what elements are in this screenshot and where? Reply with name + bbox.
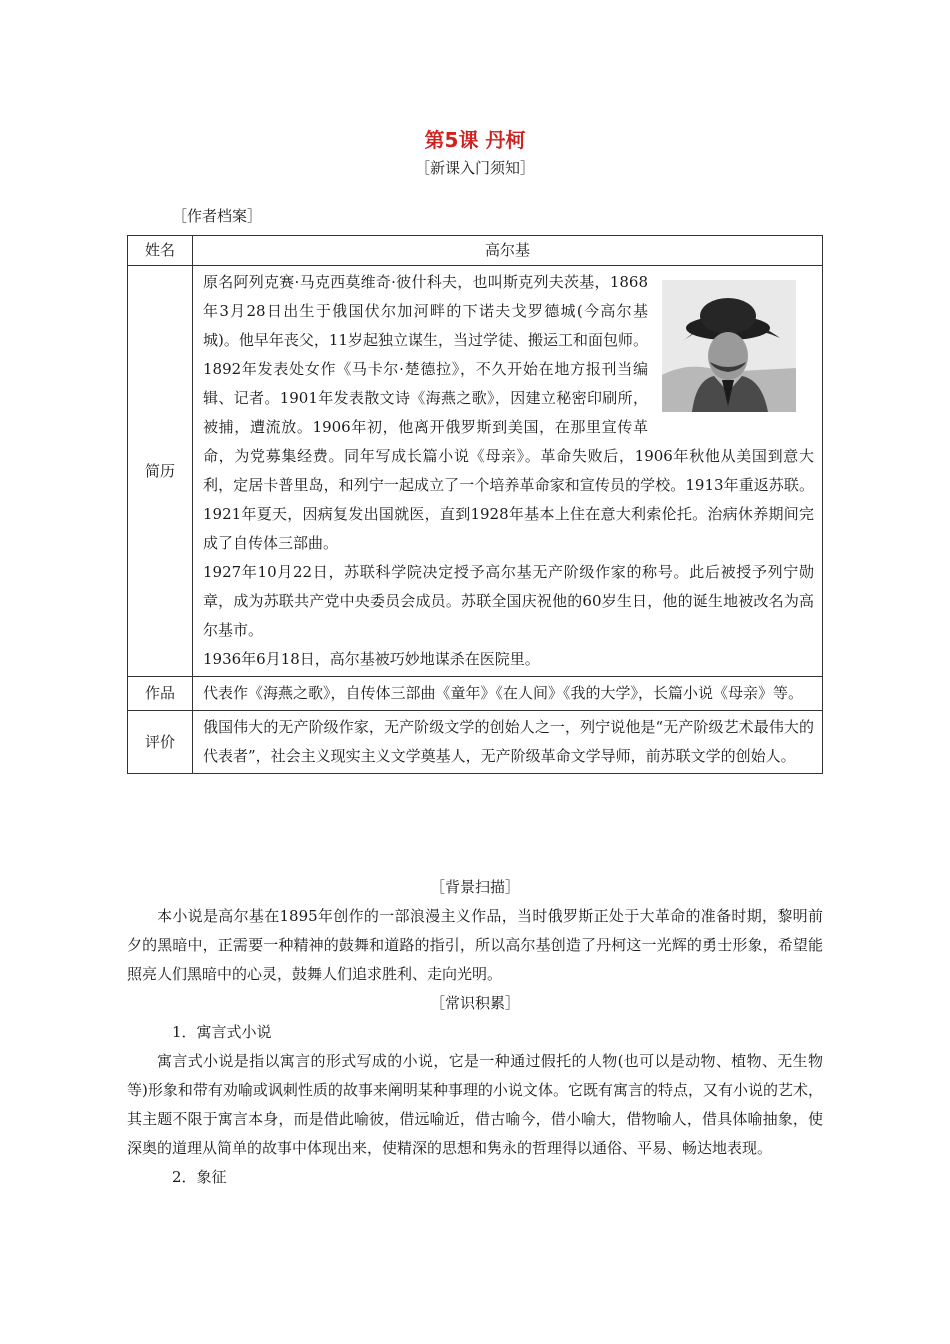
knowledge-item-text: 寓言式小说是指以寓言的形式写成的小说，它是一种通过假托的人物(也可以是动物、植物、无生物等)形象和带有劝喻或讽刺性质的故事来阐明某种事理的小说文体。它既有寓言的特点，又有小说的艺术，其主题不限于寓言本身，而是借此喻彼，借远喻近，借古喻今，借小喻大，借物喻人，借具体喻抽象，使深奥的道理从简单的故事中体现出来，使精深的思想和隽永的哲理得以通俗、平易、畅达地表现。: [127, 1052, 823, 1157]
bio-paragraph: 原名阿列克赛·马克西莫维奇·彼什科夫，也叫斯克列夫茨基，1868年3月28日出生于俄国伏尔加河畔的下诺夫戈罗德城(今高尔基城)。他早年丧父，11岁起独立谋生，当过学徒、搬运工和面包师。1892年发表处女作《马卡尔·楚德拉》，不久开始在地方报刊当编辑、记者。1901年发表散文诗《海燕之歌》，因建立秘密印刷所，被捕，遭流放。1906年初，他离开俄罗斯到美国，在那里宣传革命，为党募集经费。同年写成长篇小说《母亲》。革命失败后，1906年秋他从美国到意大利，定居卡普里岛，和列宁一起成立了一个培养革命家和宣传员的学校。1913年重返苏联。1921年夏天，因病复发出国就医，直到1928年基本上住在意大利索伦托。治病休养期间完成了自传体三部曲。: [203, 273, 814, 552]
works-value: 代表作《海燕之歌》，自传体三部曲《童年》《在人间》《我的大学》，长篇小说《母亲》等。: [193, 677, 823, 711]
author-portrait-image: [662, 280, 796, 412]
works-key: 作品: [128, 677, 193, 711]
knowledge-item-heading: 2．象征: [172, 1168, 227, 1186]
bio-key: 简历: [128, 266, 193, 677]
knowledge-section-label: ［常识积累］: [429, 994, 520, 1012]
background-text: 本小说是高尔基在1895年创作的一部浪漫主义作品，当时俄罗斯正处于大革命的准备时期，黎明前夕的黑暗中，正需要一种精神的鼓舞和道路的指引，所以高尔基创造了丹柯这一光辉的勇士形象，希望能照亮人们黑暗中的心灵，鼓舞人们追求胜利、走向光明。: [127, 907, 823, 983]
author-profile-table: [127, 235, 823, 774]
bio-paragraph: 1927年10月22日，苏联科学院决定授予高尔基无产阶级作家的称号。此后被授予列宁勋章，成为苏联共产党中央委员会成员。苏联全国庆祝他的60岁生日，他的诞生地被改名为高尔基市。: [203, 563, 814, 639]
knowledge-item-heading: 1．寓言式小说: [172, 1023, 272, 1041]
bio-paragraph: 1936年6月18日，高尔基被巧妙地谋杀在医院里。: [203, 650, 540, 668]
evaluation-key: 评价: [128, 711, 193, 774]
name-key: 姓名: [128, 236, 193, 266]
page-title: 第5课 丹柯: [424, 128, 526, 152]
table-row: [128, 236, 823, 266]
bio-value: [193, 266, 823, 677]
author-section-label: ［作者档案］: [172, 207, 263, 225]
name-value: 高尔基: [193, 236, 823, 266]
table-row: [128, 266, 823, 677]
page-subtitle: ［新课入门须知］: [414, 159, 535, 177]
background-section: [127, 873, 823, 1192]
table-row: [128, 711, 823, 774]
background-section-label: ［背景扫描］: [429, 878, 520, 896]
table-row: [128, 677, 823, 711]
evaluation-value: 俄国伟大的无产阶级作家，无产阶级文学的创始人之一，列宁说他是“无产阶级艺术最伟大的代表者”，社会主义现实主义文学奠基人，无产阶级革命文学导师，前苏联文学的创始人。: [193, 711, 823, 774]
